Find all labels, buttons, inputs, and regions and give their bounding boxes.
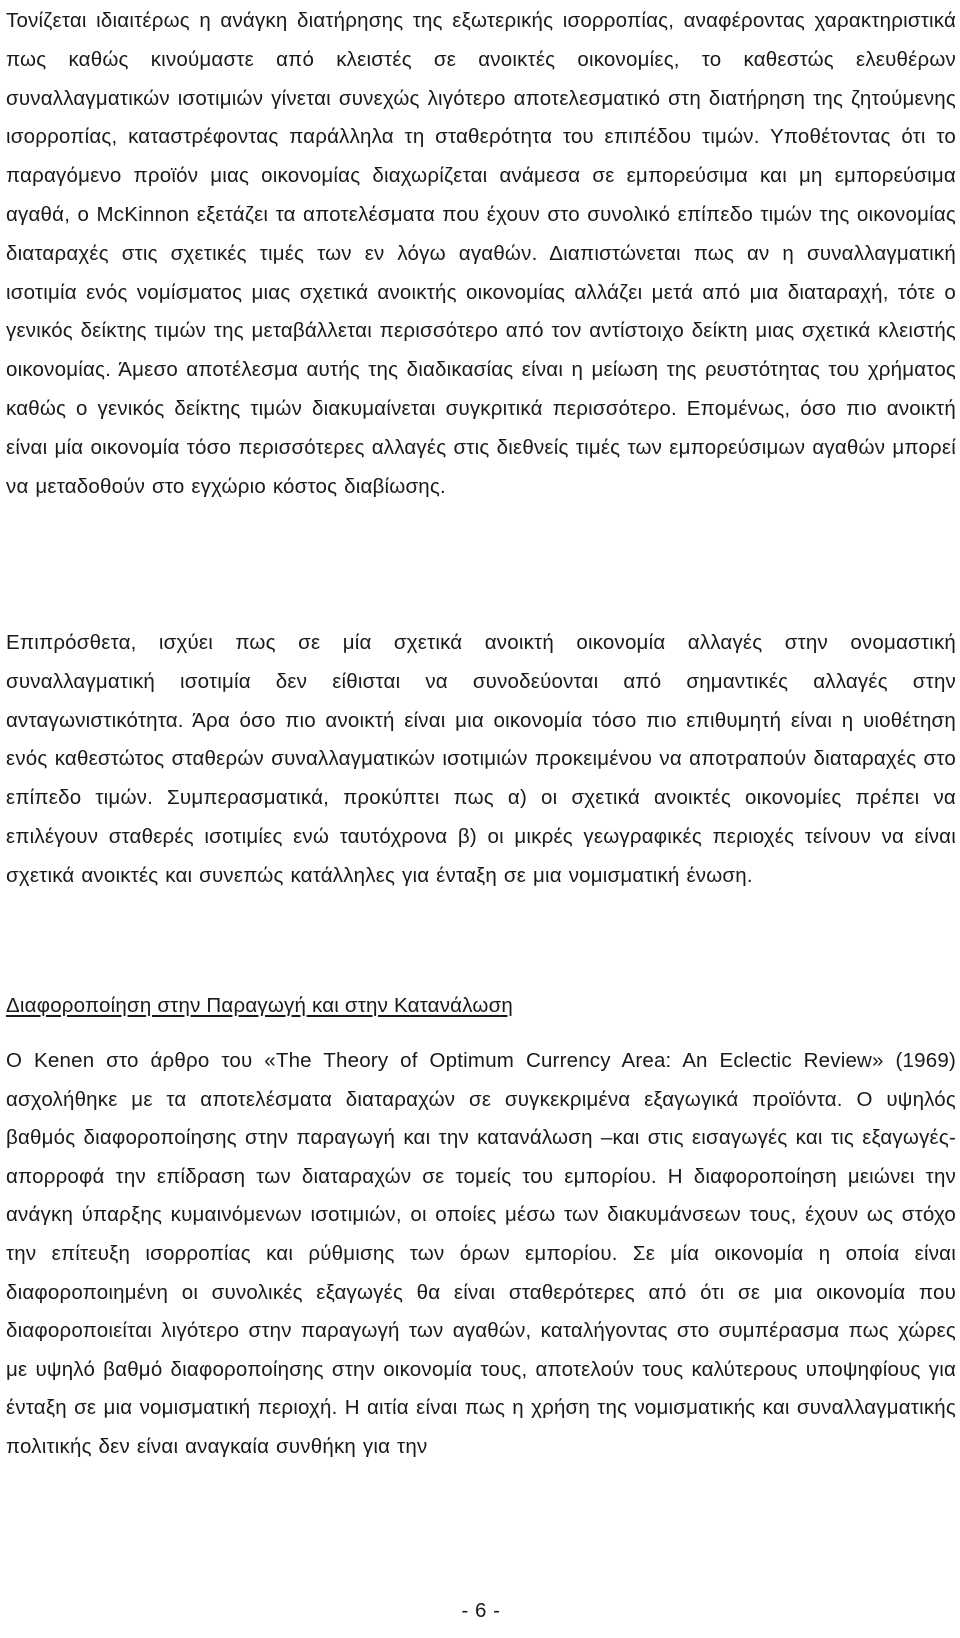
section-heading: Διαφοροποίηση στην Παραγωγή και στην Κατανάλωση	[6, 994, 514, 1017]
page-number: - 6 -	[461, 1599, 501, 1622]
document-page	[6, 0, 956, 1638]
body-paragraph-2: Επιπρόσθετα, ισχύει πως σε μία σχετικά ανοικτή οικονομία αλλαγές στην ονομαστική συναλλαγματική ισοτιμία δεν είθισται να συνοδεύονται από σημαντικές αλλαγές στην ανταγωνιστικότητα. Άρα όσο πιο ανοικτή είναι μια οικονομία τόσο πιο επιθυμητή είναι η υιοθέτηση ενός καθεστώτος σταθερών συναλλαγματικών ισοτιμιών προκειμένου να αποτραπούν διαταραχές στο επίπεδο τιμών. Συμπερασματικά, προκύπτει πως α) οι σχετικά ανοικτές οικονομίες πρέπει να επιλέγουν σταθερές ισοτιμίες ενώ ταυτόχρονα β) οι μικρές γεωγραφικές περιοχές τείνουν να είναι σχετικά ανοικτές και συνεπώς κατάλληλες για ένταξη σε μια νομισματική ένωση.	[6, 631, 956, 887]
section-paragraph: O Kenen στο άρθρο του «The Theory of Optimum Currency Area: An Eclectic Review» (1969) ασχολήθηκε με τα αποτελέσματα διαταραχών σε συγκεκριμένα εξαγωγικά προϊόντα. Ο υψηλός βαθμός διαφοροποίησης στην παραγωγή και την κατανάλωση –και στις εισαγωγές και τις εξαγωγές- απορροφά την επίδραση των διαταραχών σε τομείς του εμπορίου. Η διαφοροποίηση μειώνει την ανάγκη ύπαρξης κυμαινόμενων ισοτιμιών, οι οποίες μέσω των διακυμάνσεων τους, έχουν ως στόχο την επίτευξη ισορροπίας και ρύθμισης των όρων εμπορίου. Σε μία οικονομία η οποία είναι διαφοροποιημένη οι συνολικές εξαγωγές θα είναι σταθερότερες από ότι σε μια οικονομία που διαφοροποιείται λιγότερο στην παραγωγή των αγαθών, καταλήγοντας στο συμπέρασμα πως χώρες με υψηλό βαθμό διαφοροποίησης στην οικονομία τους, αποτελούν τους καλύτερους υποψηφίους για ένταξη σε μια νομισματική περιοχή. Η αιτία είναι πως η χρήση της νομισματικής και συναλλαγματικής πολιτικής δεν είναι αναγκαία συνθήκη για την	[6, 1049, 956, 1458]
body-paragraph-1: Τονίζεται ιδιαιτέρως η ανάγκη διατήρησης της εξωτερικής ισορροπίας, αναφέροντας χαρακτηριστικά πως καθώς κινούμαστε από κλειστές σε ανοικτές οικονομίες, το καθεστώς ελευθέρων συναλλαγματικών ισοτιμιών γίνεται συνεχώς λιγότερο αποτελεσματικό στη διατήρηση της ζητούμενης ισορροπίας, καταστρέφοντας παράλληλα τη σταθερότητα του επιπέδου τιμών. Υποθέτοντας ότι το παραγόμενο προϊόν μιας οικονομίας διαχωρίζεται ανάμεσα σε εμπορεύσιμα και μη εμπορεύσιμα αγαθά, ο McKinnon εξετάζει τα αποτελέσματα που έχουν στο συνολικό επίπεδο τιμών της οικονομίας διαταραχές στις σχετικές τιμές των εν λόγω αγαθών. Διαπιστώνεται πως αν η συναλλαγματική ισοτιμία ενός νομίσματος μιας σχετικά ανοικτής οικονομίας αλλάζει μετά από μια διαταραχή, τότε ο γενικός δείκτης τιμών της μεταβάλλεται περισσότερο από τον αντίστοιχο δείκτη μιας σχετικά κλειστής οικονομίας. Άμεσο αποτέλεσμα αυτής της διαδικασίας είναι η μείωση της ρευστότητας του χρήματος καθώς ο γενικός δείκτης τιμών διακυμαίνεται συγκριτικά περισσότερο. Επομένως, όσο πιο ανοικτή είναι μία οικονομία τόσο περισσότερες αλλαγές στις διεθνείς τιμές των εμπορεύσιμων αγαθών μπορεί να μεταδοθούν στο εγχώριο κόστος διαβίωσης.	[6, 9, 956, 498]
